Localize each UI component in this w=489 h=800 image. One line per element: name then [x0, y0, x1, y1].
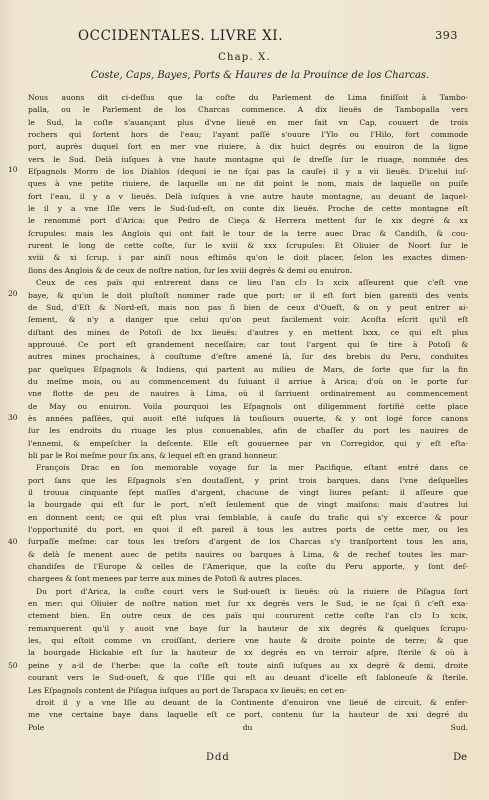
- text-line: le Sud, la coſte s'auançant plus d'vne lieuë en mer fait vn Cap, couuert de trois: [28, 117, 468, 127]
- text-line: l'ennemi, & empeſcher la deſcente. Elle eſt gouuernee par vn Corregidor, qui y eſt eſta-: [28, 438, 468, 448]
- text-line: me vne certaine baye dans laquelle eſt ce port, contenu ſur la hauteur de xxi degré du: [28, 710, 468, 720]
- text-line: ques à vne petite riuiere, de laquelle on ne dit point le nom, mais de laquelle on puiſe: [28, 179, 468, 189]
- text-line: Pole du Sud.: [28, 722, 468, 732]
- text-line: en donnent cent; ce qui eſt plus vrai ſemblable, à cauſe du trafic qui s'y excerce & pour: [28, 512, 468, 522]
- signature-mark: Ddd: [206, 752, 230, 763]
- margin-line-number: 40: [8, 537, 18, 546]
- text-line: les, qui eſtoit comme vn croiſſant, deriere vne haute & droite pointe de terre; & que: [28, 636, 468, 646]
- text-line: Du port d'Arica, la coſte court vers le Sud-oueſt ix lieuës: où la riuiere de Piſagua ſort: [36, 586, 468, 596]
- text-line: ſur les endroits du riuage les plus conuenables, afin de chaſſer du port les nauires de: [28, 426, 468, 436]
- text-line: remarquerent qu'il y auoit vne baye ſur la hauteur de xix degrés & quelques ſcrupu-: [28, 623, 468, 633]
- text-line: approuué. Ce port eſt grandement neceſſaire; car tout l'argent qui ſe tire à Potoſi &: [28, 339, 468, 349]
- text-line: ſement, & n'y a danger que celui qu'on peut facilement voir. Acoſta eſcrit qu'il eſt: [28, 315, 468, 325]
- text-line: peine y a-il de l'herbe: que la coſte eſt toute ainſi iuſques au xx degré & demi, droite: [28, 660, 468, 670]
- chapter-label: Chap. X.: [218, 52, 271, 63]
- text-line: Les Eſpagnols content de Piſagua iuſques au port de Tarapaca xv lieuës; en cet en-: [28, 685, 347, 695]
- text-line: l'opportunité du port, en quoi il eſt pareil à tous les autres ports de cette mer, ou les: [28, 525, 468, 535]
- catchword: De: [453, 752, 467, 763]
- text-line: chandiſes de l'Europe & celles de l'Amerique, que la coſte du Peru apporte, y ſont deſ-: [28, 562, 468, 572]
- margin-line-number: 20: [8, 289, 18, 298]
- text-line: & delà ſe menent auec de petits nauires ou barques à Lima, & de rechef toutes les mar-: [28, 549, 468, 559]
- text-line: par quelques Eſpagnols & Indiens, qui partent au milieu de Mars, de ſorte que ſur la fin: [28, 364, 468, 374]
- text-line: de May ou enuiron. Voila pourquoi les Eſpagnols ont diligemment fortifié cette place: [28, 401, 468, 411]
- text-line: en mer: qui Oliuier de noſtre nation met ſur xx degrés vers le Sud, ie ne ſçai ſi c'eſt exa-: [28, 599, 468, 609]
- text-line: fort l'eau, il y a v lieuës. Delà iuſques à vne autre haute montagne, au deuant de laquel-: [28, 191, 468, 201]
- text-line: baye, & qu'on le doit pluſtoſt nommer rade que port: or il eſt fort bien garenti des vents: [28, 290, 468, 300]
- margin-line-number: 50: [8, 661, 18, 670]
- margin-line-number: 10: [8, 165, 18, 174]
- text-line: Nous auons dit ci-deſſus que la coſte du Parlement de Lima finiſſoit à Tambo-: [28, 93, 468, 102]
- text-line: rurent le long de cette coſte, ſur le xviii & xxx ſcrupules: Et Oliuier de Noort ſur le: [28, 241, 468, 251]
- text-line: la bourgade Hickabie eſt ſur la hauteur de xx degrés en vn terroir aſpre, ſterile & où à: [28, 648, 468, 658]
- margin-line-number: 30: [8, 413, 18, 422]
- text-line: port, auprès duquel ſort en mer vne riuiere, à dix huict degrés ou enuiron de la ligne: [28, 142, 468, 152]
- text-line: chargees & ſont menees par terre aux mines de Potoſi & autres places.: [28, 574, 303, 584]
- running-title: OCCIDENTALES. LIVRE XI.: [78, 28, 284, 44]
- text-line: vers le Sud. Delà iuſques à vne haute montagne qui ſe dreſſe ſur le riuage, nommée des: [28, 154, 468, 164]
- page-number: 393: [435, 29, 458, 42]
- text-line: vne flotte de peu de nauires à Lima, où il ſarriuent ordinairement au commencement: [28, 389, 468, 399]
- text-line: François Drac en ſon memorable voyage ſur la mer Pacifique, eſtant entré dans ce: [36, 463, 468, 473]
- text-line: Ceux de ces païs qui entrerent dans ce lieu l'an cIↄ Iↄ xcix aſſeurent que c'eſt vne: [36, 278, 468, 288]
- text-line: port ſans que les Eſpagnols s'en doutaſſent, y print trois barques, dans l'vne deſquelles: [28, 475, 468, 485]
- text-line: le il y a vne Iſle vers le Sud-ſud-eſt, on conte dix lieuës. Proche de cette montagne eſt: [28, 204, 468, 214]
- text-line: il trouua cinquante ſept maſſes d'argent, chacune de vingt liures peſant: il aſſeure que: [28, 488, 468, 497]
- text-line: xviii & xi ſcrup. i par ainſi nous eſtimōs qu'on le doit placer, ſelon les exactes dimen-: [28, 253, 468, 263]
- text-line: autres mines prochaines, à couſtume d'eſtre amené là, ſur des brebis du Peru, conduites: [28, 352, 468, 362]
- text-line: palla, ou le Parlement de los Charcas commence. A dix lieuës de Tambopalla vers: [28, 105, 468, 115]
- text-line: droit il y a vne Iſle au deuant de la Continente d'enuiron vne lieuë de circuit, & enfer-: [36, 697, 468, 707]
- text-line: ctement bien. En outre ceux de ces païs qui coururent cette coſte l'an cIↄ Iↄ xcix,: [28, 611, 468, 621]
- text-line: ſions des Anglois & de ceux de noſtre nation, ſur les xviii degrés & demi ou enuiron.: [28, 265, 353, 275]
- body-text: [28, 92, 468, 734]
- text-line: rochers qui ſortent hors de l'eau; l'ayant paſſé s'ouure l'Ylo ou l'Hilo, fort commode: [28, 130, 468, 140]
- text-line: ſcrupules: mais les Anglois qui ont fait le tour de la terre auec Drac & Candiſh, & cou-: [28, 228, 468, 238]
- text-line: ſurpaſſe meſme: car tous les treſors d'argent de los Charcas s'y tranſportent tous les ans,: [28, 537, 468, 547]
- text-line: le renommé port d'Arica: que Pedro de Cieça & Herrera mettent ſur le xix degré & xx: [28, 216, 468, 226]
- text-line: la bourgade qui eſt ſur le port, n'eſt ſeulement que de vingt maiſons: mais d'autres lui: [28, 500, 468, 510]
- text-line: Eſpagnols Morro de los Diablos (dequoi ie ne ſçai pas la cauſe) il y a vii lieuës. D'icelui iuſ-: [28, 167, 468, 177]
- text-line: diſtant des mines de Potoſi de lxx lieuës: d'autres y en mettent lxxx, ce qui eſt plus: [28, 327, 468, 337]
- text-line: courant vers le Sud-oueſt, & que l'Iſle qui eſt au deuant d'icelle eſt ſabloneuſe & ſterile.: [28, 673, 468, 683]
- text-line: du meſme mois, ou au commencement du ſuiuant il arriue à Arica; d'où on le porte ſur: [28, 376, 468, 386]
- text-line: de Sud, d'Eſt & Nord-eſt, mais non pas ſi bien de ceux d'Oueſt, & on y peut entrer ai-: [28, 302, 468, 312]
- text-line: ès années paſſées, qui auoit eſté iuſques là touſiours ouuerte, & y ont logé force canons: [28, 413, 468, 423]
- text-line: bli par le Roi meſme pour ſix ans, & lequel eſt en grand honneur.: [28, 450, 278, 460]
- chapter-heading: Coste, Caps, Bayes, Ports & Haures de la Prouince de los Charcas.: [90, 70, 430, 81]
